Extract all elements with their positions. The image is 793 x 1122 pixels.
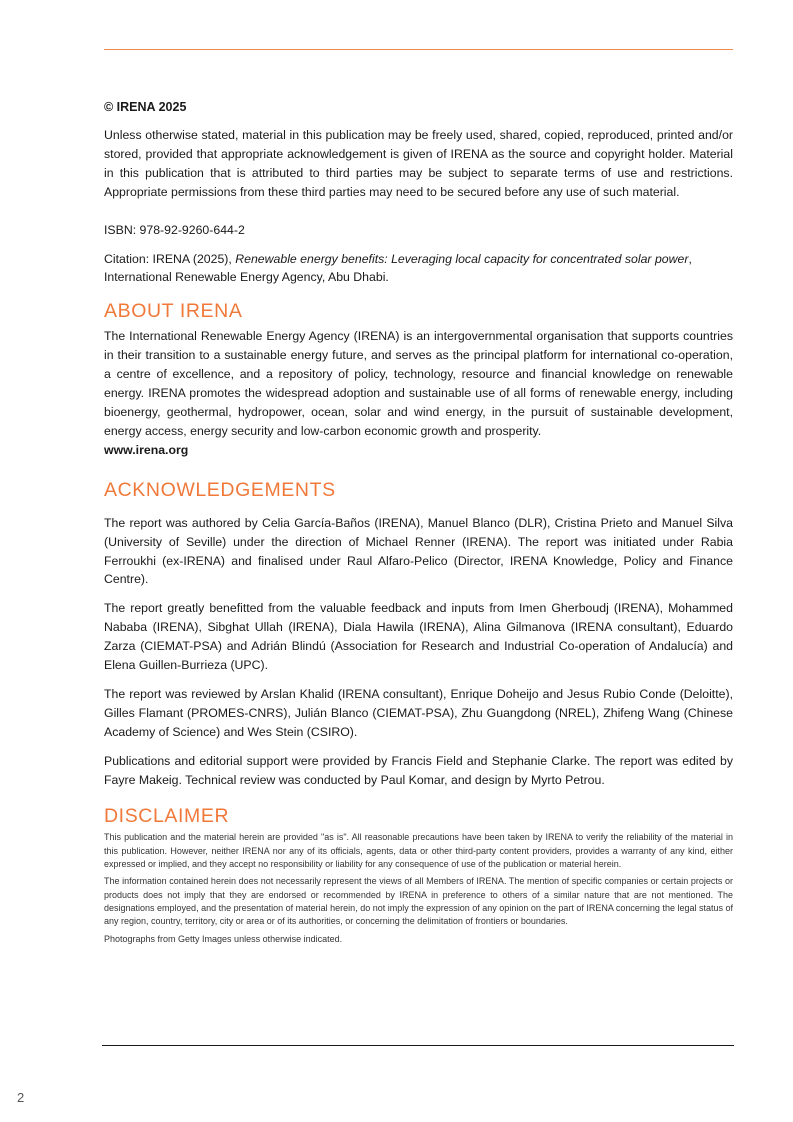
disclaimer-paragraph: This publication and the material herein are provided "as is". All reasonable precautions have been taken by IRENA to verify the reliability of the material in this publication. However, neither IRENA nor any of its officials, agents, data or other third-party content providers, provides a warranty of any kind, either expressed or implied, and they accept no responsibility or liability for any consequence of use of the publication or material herein. — [104, 832, 733, 870]
acknowledgements-paragraph: The report was authored by Celia García-Baños (IRENA), Manuel Blanco (DLR), Cristina Prieto and Manuel Silva (University of Seville) under the direction of Michael Renner (IRENA). The report was initiated under Rabia Ferroukhi (ex-IRENA) and finalised under Raul Alfaro-Pelico (Director, IRENA Knowledge, Policy and Finance Centre). — [104, 515, 733, 587]
isbn: ISBN: 978-92-9260-644-2 — [104, 222, 245, 237]
acknowledgements-paragraph: The report greatly benefitted from the valuable feedback and inputs from Imen Gherboudj (IRENA), Mohammed Nababa (IRENA), Sibghat Ullah (IRENA), Diala Hawila (IRENA), Alina Gilmanova (IRENA consultant), Eduardo Zarza (CIEMAT-PSA) and Adrián Blindú (Association for Research and Industrial Co-operation of Andalucía) and Elena Guillen-Burrieza (UPC). — [104, 601, 733, 673]
acknowledgements-paragraph: The report was reviewed by Arslan Khalid (IRENA consultant), Enrique Doheijo and Jesus Rubio Conde (Deloitte), Gilles Flamant (PROMES-CNRS), Julián Blanco (CIEMAT-PSA), Zhu Guangdong (NREL), Zhifeng Wang (Chinese Academy of Science) and Wes Stein (CSIRO). — [104, 686, 733, 739]
copyright-notice: © IRENA 2025 — [104, 100, 187, 114]
citation-suffix: , International Renewable Energy Agency, Abu Dhabi. — [104, 251, 692, 285]
disclaimer-paragraph: The information contained herein does not necessarily represent the views of all Members of IRENA. The mention of specific companies or certain projects or products does not imply that they are endorsed or recommended by IRENA in preference to others of a similar nature that are not mentioned. The designations employed, and the presentation of material herein, do not imply the expression of any opinion on the part of IRENA concerning the legal status of any region, country, territory, city or area or of its authorities, or concerning the delimitation of frontiers or boundaries. — [104, 876, 733, 927]
page-number: 2 — [17, 1090, 25, 1105]
acknowledgements-heading: ACKNOWLEDGEMENTS — [104, 478, 336, 501]
disclaimer-heading: DISCLAIMER — [104, 805, 230, 828]
license-paragraph: Unless otherwise stated, material in this publication may be freely used, shared, copied, reproduced, printed and/or stored, provided that appropriate acknowledgement is given of IRENA as the source and copyright holder. Material in this publication that is attributed to third parties may be subject to separate terms of use and restrictions. Appropriate permissions from these third parties may need to be secured before any use of such material. — [104, 128, 733, 199]
top-divider — [104, 49, 733, 50]
bottom-divider — [102, 1045, 734, 1046]
citation — [104, 250, 733, 288]
about-heading: ABOUT IRENA — [104, 300, 243, 323]
citation-prefix: Citation: IRENA (2025), — [104, 251, 236, 266]
acknowledgements-paragraph: Publications and editorial support were provided by Francis Field and Stephanie Clarke. The report was edited by Fayre Makeig. Technical review was conducted by Paul Komar, and design by Myrto Petrou. — [104, 753, 733, 787]
citation-title: Renewable energy benefits: Leveraging local capacity for concentrated solar power — [235, 251, 689, 266]
about-text: The International Renewable Energy Agency (IRENA) is an intergovernmental organisation that supports countries in their transition to a sustainable energy future, and serves as the principal platform for international co-operation, a centre of excellence, and a repository of policy, technology, resource and financial knowledge on renewable energy. IRENA promotes the widespread adoption and sustainable use of all forms of renewable energy, including bioenergy, geothermal, hydropower, ocean, solar and wind energy, in the pursuit of sustainable development, energy access, energy security and low-carbon economic growth and prosperity. — [104, 329, 733, 438]
disclaimer-paragraph: Photographs from Getty Images unless otherwise indicated. — [104, 933, 343, 944]
irena-website-link[interactable]: www.irena.org — [104, 442, 189, 457]
about-paragraph — [104, 327, 733, 459]
page-content — [104, 99, 733, 950]
